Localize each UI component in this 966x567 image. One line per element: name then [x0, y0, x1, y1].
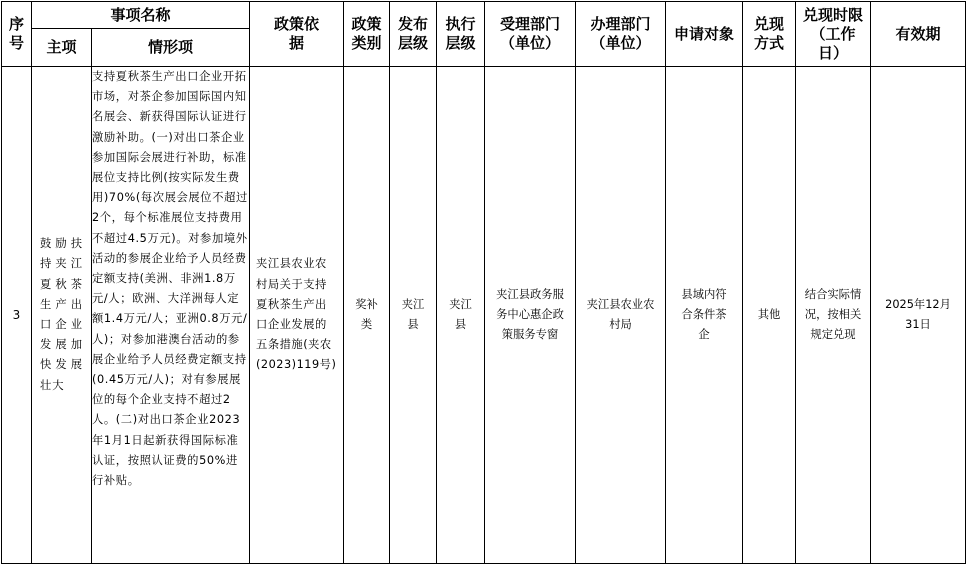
header-exec-level: 执行层级	[437, 2, 485, 67]
header-policy-type: 政策类别	[344, 2, 390, 67]
row-accept-dept: 夹江县政务服务中心惠企政策服务专窗	[485, 67, 576, 564]
header-policy-basis: 政策依据	[250, 2, 344, 67]
header-sub-item: 情形项	[92, 29, 250, 67]
header-row-1	[2, 2, 966, 29]
row-main-item: 鼓励扶持夹江夏秋茶生产出口企业发展加快发展壮大	[32, 67, 92, 564]
row-handle-dept: 夹江县农业农村局	[576, 67, 666, 564]
table-row	[2, 67, 966, 564]
row-issue-level: 夹江县	[390, 67, 437, 564]
header-main-item: 主项	[32, 29, 92, 67]
row-validity: 2025年12月31日	[871, 67, 966, 564]
header-redeem-method: 兑现方式	[743, 2, 796, 67]
row-scenario: 支持夏秋茶生产出口企业开拓市场，对茶企参加国际国内知名展会、新获得国际认证进行激励补助。(一)对出口茶企业参加国际会展进行补助，标准展位支持比例(按实际发生费用)70%(每次展会展位不超过2个，每个标准展位支持费用不超过4.5万元)。对参加境外活动的参展企业给予人员经费定额支持(美洲、非洲1.8万元/人；欧洲、大洋洲每人定额1.4万元/人；亚洲0.8万元/人)；对参加港澳台活动的参展企业给予人员经费定额支持(0.45万元/人)；对有参展展位的每个企业支持不超过2人。(二)对出口茶企业2023年1月1日起新获得国际标准认证，按照认证费的50%进行补贴。	[92, 67, 250, 564]
row-seq: 3	[2, 67, 32, 564]
header-redeem-time: 兑现时限（工作日）	[796, 2, 871, 67]
row-policy-type: 奖补类	[344, 67, 390, 564]
policy-table	[1, 1, 966, 564]
header-issue-level: 发布层级	[390, 2, 437, 67]
header-item-name: 事项名称	[32, 2, 250, 29]
header-accept-dept: 受理部门（单位）	[485, 2, 576, 67]
header-handle-dept: 办理部门（单位）	[576, 2, 666, 67]
header-validity: 有效期	[871, 2, 966, 67]
row-exec-level: 夹江县	[437, 67, 485, 564]
header-applicant: 申请对象	[666, 2, 743, 67]
row-redeem-time: 结合实际情况，按相关规定兑现	[796, 67, 871, 564]
row-redeem-method: 其他	[743, 67, 796, 564]
header-seq: 序号	[2, 2, 32, 67]
row-policy-basis: 夹江县农业农村局关于支持夏秋茶生产出口企业发展的五条措施(夹农(2023)119号)	[250, 67, 344, 564]
row-applicant: 县域内符合条件茶企	[666, 67, 743, 564]
